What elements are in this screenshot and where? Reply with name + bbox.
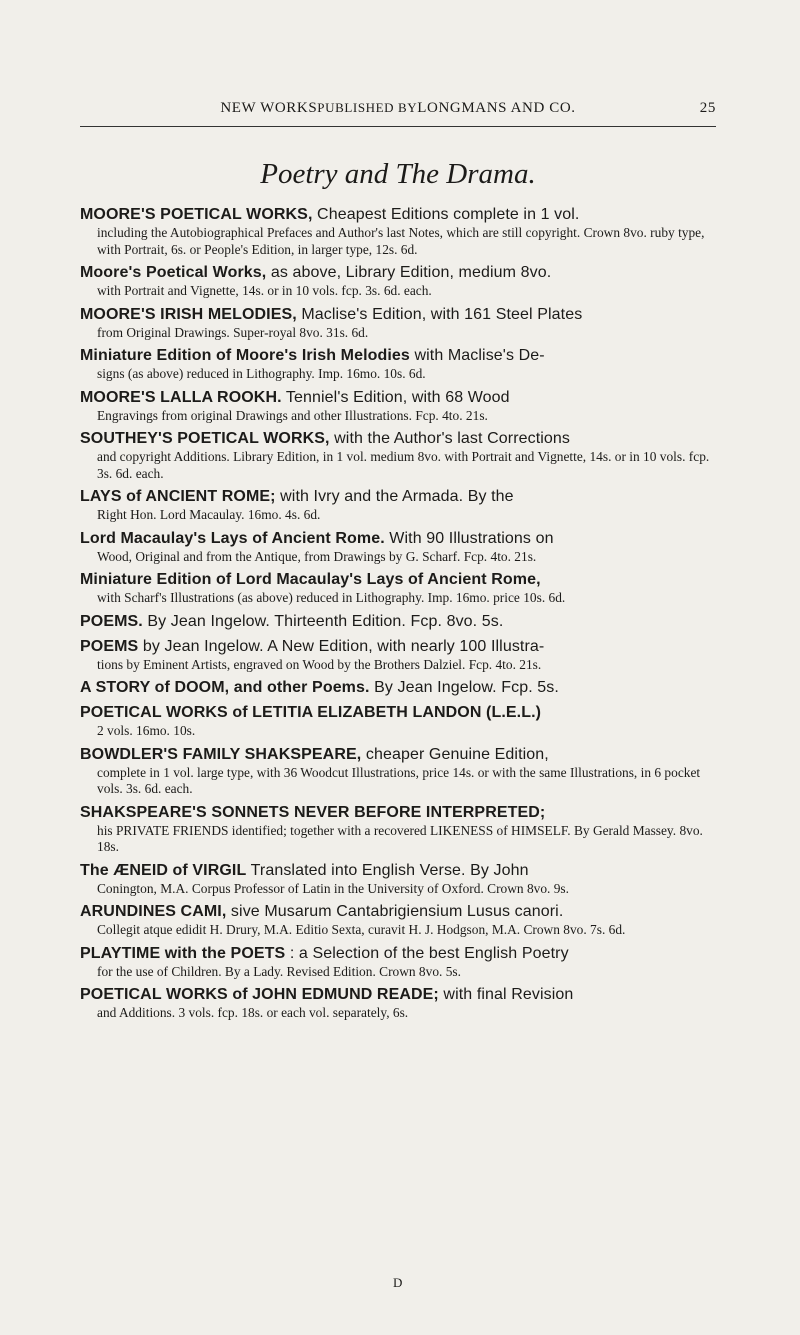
entry-detail: Conington, M.A. Corpus Professor of Latin in the University of Oxford. Crown 8vo. 9s. (97, 880, 569, 896)
entry-heading-line (80, 612, 720, 632)
catalogue-entry (80, 388, 720, 425)
entry-detail: with Scharf's Illustrations (as above) reduced in Lithography. Imp. 16mo. price 10s. 6d. (97, 590, 566, 605)
entry-heading-line (80, 745, 720, 765)
entry-heading-line (80, 205, 720, 225)
entry-detail: Engravings from original Drawings and other Illustrations. Fcp. 4to. 21s. (97, 407, 488, 423)
entry-heading-line (80, 637, 720, 657)
catalogue-entries (80, 205, 720, 1027)
entry-title: Moore's Poetical Works, (80, 264, 267, 281)
entry-heading-line (80, 570, 720, 590)
section-title: Poetry and The Drama. (260, 158, 536, 190)
entry-heading-line (80, 388, 720, 408)
entry-detail: tions by Eminent Artists, engraved on Wood by the Brothers Dalziel. Fcp. 4to. 21s. (97, 656, 542, 672)
entry-detail: Collegit atque edidit H. Drury, M.A. Editio Sexta, curavit H. J. Hodgson, M.A. Crown 8vo. 7s. 6d. (97, 922, 626, 937)
catalogue-entry (80, 529, 720, 566)
catalogue-entry (80, 429, 720, 482)
catalogue-entry (80, 612, 720, 632)
catalogue-entry (80, 678, 720, 698)
entry-heading-line (80, 263, 720, 283)
entry-detail: Wood, Original and from the Antique, from Drawings by G. Scharf. Fcp. 4to. 21s. (97, 548, 537, 564)
entry-heading-line (80, 703, 720, 723)
entry-detail: complete in 1 vol. large type, with 36 Woodcut Illustrations, price 14s. or with the same Illustrations, in 6 pocket vols. 3s. 6d. each. (97, 764, 701, 796)
entry-title: POETICAL WORKS of JOHN EDMUND READE; (80, 986, 439, 1003)
catalogue-entry (80, 570, 720, 607)
header-rule (80, 126, 716, 127)
signature-mark: D (393, 1275, 403, 1290)
entry-detail: from Original Drawings. Super-royal 8vo. 31s. 6d. (97, 324, 369, 340)
entry-title: PLAYTIME with the POETS (80, 944, 286, 962)
entry-detail: signs (as above) reduced in Lithography. Imp. 16mo. 10s. 6d. (97, 366, 426, 381)
entry-detail: and Additions. 3 vols. fcp. 18s. or each vol. separately, 6s. (97, 1005, 409, 1020)
entry-main-text: with Ivry and the Armada. By the (275, 488, 514, 505)
entry-main-text: With 90 Illustrations on (384, 529, 554, 547)
entry-heading-line (80, 529, 720, 549)
entry-main-text: Tenniel's Edition, with 68 Wood (281, 388, 510, 406)
entry-main-text: By Jean Ingelow. Fcp. 5s. (369, 679, 559, 696)
entry-main-text: Translated into English Verse. By John (246, 861, 529, 879)
catalogue-entry (80, 487, 720, 524)
catalogue-entry (80, 902, 720, 939)
entry-title: BOWDLER'S FAMILY SHAKSPEARE, (80, 745, 362, 763)
entry-heading-line (80, 487, 720, 507)
entry-main-text: cheaper Genuine Edition, (361, 745, 549, 763)
entry-main-text: with final Revision (438, 986, 574, 1003)
entry-detail: for the use of Children. By a Lady. Revised Edition. Crown 8vo. 5s. (97, 963, 461, 979)
entry-heading-line (80, 346, 720, 366)
entry-detail: and copyright Additions. Library Edition, in 1 vol. medium 8vo. with Portrait and Vignette, 14s. or in 10 vols. fcp. 3s. 6d. each. (97, 449, 710, 481)
entry-title: The ÆNEID of VIRGIL (80, 861, 247, 879)
entry-detail: Right Hon. Lord Macaulay. 16mo. 4s. 6d. (97, 507, 321, 522)
entry-heading-line (80, 678, 720, 698)
catalogue-entry (80, 305, 720, 342)
catalogue-entry (80, 745, 720, 798)
catalogue-entry (80, 205, 720, 258)
entry-title: Lord Macaulay's Lays of Ancient Rome. (80, 529, 385, 547)
entry-title: POETICAL WORKS of LETITIA ELIZABETH LANDON (L.E.L.) (80, 704, 542, 721)
entry-main-text: Maclise's Edition, with 161 Steel Plates (296, 305, 583, 323)
entry-title: MOORE'S POETICAL WORKS, (80, 206, 313, 223)
entry-heading-line (80, 985, 720, 1005)
entry-title: SHAKSPEARE'S SONNETS NEVER BEFORE INTERPRETED; (80, 803, 546, 821)
page-number: 25 (699, 100, 716, 116)
entry-main-text: as above, Library Edition, medium 8vo. (266, 264, 552, 281)
catalogue-entry (80, 637, 720, 674)
catalogue-entry (80, 861, 720, 898)
running-header (80, 100, 716, 122)
entry-heading-line (80, 902, 720, 922)
catalogue-entry (80, 346, 720, 383)
header-title-right: LONGMANS AND CO. (417, 100, 576, 116)
entry-detail: with Portrait and Vignette, 14s. or in 10 vols. fcp. 3s. 6d. each. (97, 283, 432, 298)
catalogue-entry (80, 985, 720, 1022)
entry-main-text: : a Selection of the best English Poetry (285, 944, 569, 962)
catalogue-entry (80, 703, 720, 740)
entry-heading-line (80, 944, 720, 964)
entry-heading-line (80, 305, 720, 325)
entry-title: ARUNDINES CAMI, (80, 903, 227, 920)
catalogue-entry (80, 263, 720, 300)
entry-detail: 2 vols. 16mo. 10s. (97, 723, 196, 738)
entry-title: A STORY of DOOM, and other Poems. (80, 679, 370, 696)
header-title-left: NEW WORKS (220, 100, 318, 116)
entry-heading-line (80, 803, 720, 823)
entry-main-text: By Jean Ingelow. Thirteenth Edition. Fcp. 8vo. 5s. (142, 612, 504, 630)
header-publisher: PUBLISHED BY (317, 100, 418, 115)
entry-heading-line (80, 429, 720, 449)
catalogue-entry (80, 803, 720, 856)
entry-title: Miniature Edition of Moore's Irish Melodies (80, 347, 410, 364)
entry-title: Miniature Edition of Lord Macaulay's Lays of Ancient Rome, (80, 571, 541, 588)
catalogue-entry (80, 944, 720, 981)
entry-title: MOORE'S IRISH MELODIES, (80, 305, 297, 323)
entry-main-text: Cheapest Editions complete in 1 vol. (312, 206, 580, 223)
entry-main-text: with Maclise's De- (409, 347, 545, 364)
entry-title: POEMS. (80, 612, 143, 630)
entry-main-text: by Jean Ingelow. A New Edition, with nearly 100 Illustra- (138, 637, 545, 655)
entry-detail: his PRIVATE FRIENDS identified; together with a recovered LIKENESS of HIMSELF. By Gerald Massey. 8vo. 18s. (97, 822, 703, 854)
entry-title: MOORE'S LALLA ROOKH. (80, 388, 282, 406)
entry-main-text: with the Author's last Corrections (329, 430, 571, 447)
entry-main-text: sive Musarum Cantabrigiensium Lusus canori. (226, 903, 564, 920)
entry-title: LAYS of ANCIENT ROME; (80, 488, 276, 505)
entry-detail: including the Autobiographical Prefaces and Author's last Notes, which are still copyright. Crown 8vo. ruby type, with Portrait, 6s. or People's Edition, in larger type, 12s. 6d. (97, 225, 705, 257)
entry-heading-line (80, 861, 720, 881)
entry-title: POEMS (80, 637, 139, 655)
entry-title: SOUTHEY'S POETICAL WORKS, (80, 430, 330, 447)
